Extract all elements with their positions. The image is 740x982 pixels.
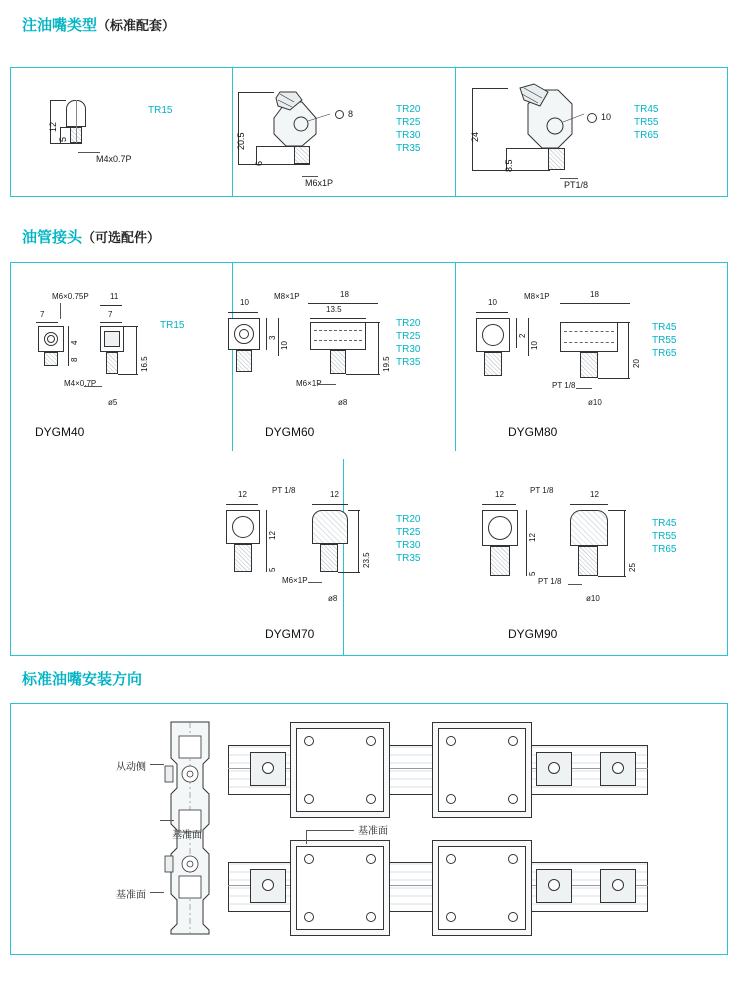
section-title-sub: （标准配套） (97, 18, 176, 33)
dim-label-205: 20.5 (236, 132, 246, 150)
dygm90-leader-pt (568, 584, 582, 585)
dygm80-left-circle (482, 324, 504, 346)
dygm60-left-circle-in (239, 329, 249, 339)
dygm60-label-3: 3 (268, 335, 277, 340)
endcap-top-far-right-hole (612, 762, 624, 774)
section-title-grease-nipple-type (22, 14, 175, 35)
dygm90-label-12c: 12 (528, 533, 537, 542)
dygm60-label-m8: M8×1P (274, 292, 300, 301)
dygm80-label-pt: PT 1/8 (552, 381, 576, 390)
dygm70-code-tr25: TR25 (396, 527, 421, 538)
carriage-bottom-1-bolt-1 (304, 854, 314, 864)
nipple-thread-pt (548, 148, 565, 170)
carriage-top-1-bolt-3 (304, 794, 314, 804)
dygm90-label-12b: 12 (590, 490, 599, 499)
dim-label-24: 24 (470, 131, 480, 142)
dygm90-left-stem (490, 546, 510, 576)
dygm90-dim-25-t (608, 510, 626, 511)
dygm80-dim-18 (560, 303, 630, 304)
dim-tick-24-top (472, 88, 508, 89)
dim-label-pt: PT1/8 (564, 180, 589, 190)
dim-label-8: 8 (348, 109, 354, 119)
dygm60-dim-10 (228, 312, 258, 313)
dim-label-85: 8.5 (504, 159, 514, 172)
carriage-bottom-2-bolt-2 (508, 854, 518, 864)
dygm40-label-m4: M4×0.7P (64, 379, 97, 388)
dygm70-label-12c: 12 (268, 531, 277, 540)
carriage-bottom-2-bolt-1 (446, 854, 456, 864)
dygm90-dim-12a (482, 504, 516, 505)
dygm60-label-o8: ø8 (338, 398, 348, 407)
dygm80-dim-20-b (598, 378, 630, 379)
dygm90-left-circle (488, 516, 512, 540)
dygm60-dim-195-t (366, 322, 380, 323)
dygm40-label-7a: 7 (40, 310, 45, 319)
dygm40-dim-7b (100, 322, 122, 323)
carriage-top-1-bolt-4 (366, 794, 376, 804)
dygm40-dim-7a (36, 322, 58, 323)
dygm60-left-stem (236, 350, 252, 372)
section-title-cn: 注油嘴类型 (22, 17, 98, 34)
dygm40-right-inner (104, 331, 120, 347)
dygm90-name: DYGM90 (508, 627, 558, 641)
panel2-divider-3 (343, 459, 344, 655)
dygm60-label-195: 19.5 (382, 356, 391, 372)
dygm80-dash-1 (564, 331, 614, 332)
section-title-cn-3: 标准油嘴安装方向 (22, 671, 143, 688)
dygm80-code-tr45: TR45 (652, 322, 677, 333)
dygm70-dim-235-b (338, 572, 360, 573)
leader-m6 (302, 176, 318, 177)
hole-circle-10 (587, 113, 597, 123)
dygm80-name: DYGM80 (508, 425, 558, 439)
dygm40-dim-165-b (118, 374, 138, 375)
dygm80-label-2: 2 (518, 333, 527, 338)
dygm80-dim-20-t (618, 322, 630, 323)
dygm90-dim-25 (624, 510, 625, 576)
code-tr55: TR55 (634, 117, 659, 128)
dygm60-code-tr35: TR35 (396, 357, 421, 368)
dygm40-left-circle-inner (47, 335, 55, 343)
dygm60-label-10b: 10 (280, 341, 289, 350)
section-title-sub-2: （可选配件） (82, 230, 161, 245)
dygm70-right-stem (320, 544, 338, 572)
dygm60-code-tr25: TR25 (396, 331, 421, 342)
code-tr65: TR65 (634, 130, 659, 141)
dygm90-label-12a: 12 (495, 490, 504, 499)
dygm90-label-5: 5 (528, 571, 537, 576)
dygm80-right-stem (580, 352, 598, 378)
dim-label-m4: M4x0.7P (96, 154, 132, 164)
dygm90-label-25: 25 (628, 563, 637, 572)
dygm40-dim-165-t (124, 326, 138, 327)
panel-divider-1 (232, 68, 233, 196)
dygm60-dim-195-b (346, 374, 380, 375)
leader-datum-1 (160, 820, 174, 821)
dygm60-name: DYGM60 (265, 425, 315, 439)
dygm80-leader-pt (576, 388, 592, 389)
dygm90-dim-12b (570, 504, 608, 505)
leader-pt (560, 178, 578, 179)
dygm60-label-18: 18 (340, 290, 349, 299)
label-driven-side: 从动侧 (116, 762, 146, 773)
carriage-bottom-1-bolt-3 (304, 912, 314, 922)
section-title-standard-direction (22, 668, 142, 689)
hole-circle-8 (335, 110, 344, 119)
code-tr45: TR45 (634, 104, 659, 115)
dygm60-dash-2 (314, 340, 362, 341)
dygm60-dash-1 (314, 330, 362, 331)
dygm60-dim-18 (308, 303, 378, 304)
endcap-bottom-right-hole (548, 879, 560, 891)
panel2-divider-2 (455, 263, 456, 451)
dygm70-dim-v (266, 510, 267, 572)
carriage-top-1-bolt-2 (366, 736, 376, 746)
dygm60-label-135: 13.5 (326, 305, 342, 314)
dygm40-label-m6075p: M6×0.75P (52, 292, 89, 301)
dygm70-dim-12b (312, 504, 348, 505)
dygm80-label-10: 10 (488, 298, 497, 307)
leader-datum-2 (306, 830, 354, 831)
dim-tick-205-top (238, 92, 274, 93)
dygm60-right-stem (330, 350, 346, 374)
dygm80-label-o10: ø10 (588, 398, 602, 407)
dygm90-code-tr45: TR45 (652, 518, 677, 529)
dygm90-label-pt2: PT 1/8 (538, 577, 562, 586)
dygm80-label-20: 20 (632, 359, 641, 368)
dygm60-right-body (310, 322, 366, 350)
dim-tick-12-top (50, 100, 66, 101)
dygm70-name: DYGM70 (265, 627, 315, 641)
dygm40-label-165: 16.5 (140, 356, 149, 372)
dygm80-dim-20 (628, 322, 629, 378)
dygm70-code-tr20: TR20 (396, 514, 421, 525)
endcap-bottom-far-right-hole (612, 879, 624, 891)
dygm90-code-tr55: TR55 (652, 531, 677, 542)
dygm40-label-8: 8 (70, 357, 79, 362)
dim-label-6: 6 (254, 160, 264, 166)
dim-tick-85-top (506, 148, 548, 149)
panel-divider-2 (455, 68, 456, 196)
dygm90-label-pt: PT 1/8 (530, 486, 554, 495)
panel-grease-nipple-type (10, 67, 728, 197)
dygm70-code-tr30: TR30 (396, 540, 421, 551)
dim-label-12: 12 (48, 121, 58, 132)
dygm40-code-tr15: TR15 (160, 320, 185, 331)
leader-datum-2-down (306, 830, 307, 844)
dim-label-5: 5 (58, 136, 68, 142)
section-title-cn-2: 油管接头 (22, 229, 83, 246)
label-datum-1: 基准面 (172, 830, 202, 841)
code-tr25: TR25 (396, 117, 421, 128)
dygm80-right-body (560, 322, 618, 352)
dygm70-left-stem (234, 544, 252, 572)
dim-line-205 (238, 92, 239, 164)
dygm40-left-stem (44, 352, 58, 366)
carriage-bottom-1-bolt-4 (366, 912, 376, 922)
dygm60-dim-135 (310, 318, 366, 319)
dygm70-dim-235-t (348, 510, 360, 511)
dim-line-24 (472, 88, 473, 170)
dygm70-right-body (312, 510, 348, 544)
dim-tick-12-bottom (50, 143, 82, 144)
nipple-centerline (76, 100, 77, 143)
dygm40-dim-165 (136, 326, 137, 374)
dim-tick-5-top (60, 127, 72, 128)
dygm90-right-stem (578, 546, 598, 576)
dygm40-label-11: 11 (110, 292, 119, 301)
dygm70-label-12b: 12 (330, 490, 339, 499)
dygm60-dim-v2 (278, 318, 279, 356)
code-tr20: TR20 (396, 104, 421, 115)
dim-tick-205-bottom (238, 164, 310, 165)
dygm60-label-10: 10 (240, 298, 249, 307)
dygm90-dim-v (526, 510, 527, 576)
dygm70-dim-12a (226, 504, 258, 505)
dygm60-dim-195 (378, 322, 379, 374)
nipple-thread-m6 (294, 146, 310, 164)
code-tr30: TR30 (396, 130, 421, 141)
endcap-bottom-left-hole (262, 879, 274, 891)
dygm70-leader-m6 (308, 582, 322, 583)
dygm70-dim-235 (358, 510, 359, 572)
dygm60-dim-v1 (266, 318, 267, 350)
code-tr15: TR15 (148, 105, 173, 116)
label-datum-2: 基准面 (358, 826, 388, 837)
dygm80-dim-v1 (516, 318, 517, 348)
dygm70-label-12a: 12 (238, 490, 247, 499)
dygm80-dim-10 (476, 312, 508, 313)
dygm60-code-tr20: TR20 (396, 318, 421, 329)
dygm40-dim-v (68, 326, 69, 366)
dygm80-code-tr65: TR65 (652, 348, 677, 359)
carriage-top-2-bolt-2 (508, 736, 518, 746)
dim-label-10: 10 (601, 112, 612, 122)
dygm40-leader-1 (60, 303, 61, 319)
panel2-divider-1 (232, 263, 233, 451)
carriage-top-2-bolt-4 (508, 794, 518, 804)
carriage-top-1-bolt-1 (304, 736, 314, 746)
dygm40-dim-11 (100, 305, 122, 306)
dygm80-label-m8: M8×1P (524, 292, 550, 301)
carriage-top-2-bolt-3 (446, 794, 456, 804)
label-datum-side: 基准面 (116, 890, 146, 901)
dygm90-dim-25-b (598, 576, 626, 577)
dygm80-label-18: 18 (590, 290, 599, 299)
dygm70-label-m6: M6×1P (282, 576, 308, 585)
endcap-top-left-hole (262, 762, 274, 774)
dygm40-name: DYGM40 (35, 425, 85, 439)
dygm90-label-o10: ø10 (586, 594, 600, 603)
dygm70-label-o8: ø8 (328, 594, 338, 603)
dygm90-code-tr65: TR65 (652, 544, 677, 555)
dygm70-label-5: 5 (268, 567, 277, 572)
dim-label-m6: M6x1P (305, 178, 334, 188)
carriage-top-2-bolt-1 (446, 736, 456, 746)
dygm40-label-o5: ø5 (108, 398, 118, 407)
carriage-bottom-1-bolt-2 (366, 854, 376, 864)
leader-driven-side (150, 764, 164, 765)
dygm80-left-stem (484, 352, 502, 376)
dygm40-label-7b: 7 (108, 310, 113, 319)
dygm80-label-10b: 10 (530, 341, 539, 350)
dygm70-label-235: 23.5 (362, 552, 371, 568)
endcap-top-right-hole (548, 762, 560, 774)
section-title-oil-pipe-joint (22, 226, 160, 247)
dygm80-code-tr55: TR55 (652, 335, 677, 346)
code-tr35: TR35 (396, 143, 421, 154)
dygm60-code-tr30: TR30 (396, 344, 421, 355)
dygm60-label-m6: M6×1P (296, 379, 322, 388)
dim-tick-6-top (256, 146, 294, 147)
carriage-bottom-2-bolt-4 (508, 912, 518, 922)
dygm70-label-pt: PT 1/8 (272, 486, 296, 495)
dygm40-label-4: 4 (70, 340, 79, 345)
dygm80-dash-2 (564, 342, 614, 343)
dygm70-left-circle (232, 516, 254, 538)
carriage-bottom-2-bolt-3 (446, 912, 456, 922)
leader-m4 (78, 152, 100, 153)
dygm80-dim-v2 (528, 318, 529, 356)
leader-datum-side (150, 892, 164, 893)
dygm70-code-tr35: TR35 (396, 553, 421, 564)
dygm90-right-body (570, 510, 608, 546)
dygm40-right-stem (106, 352, 118, 374)
